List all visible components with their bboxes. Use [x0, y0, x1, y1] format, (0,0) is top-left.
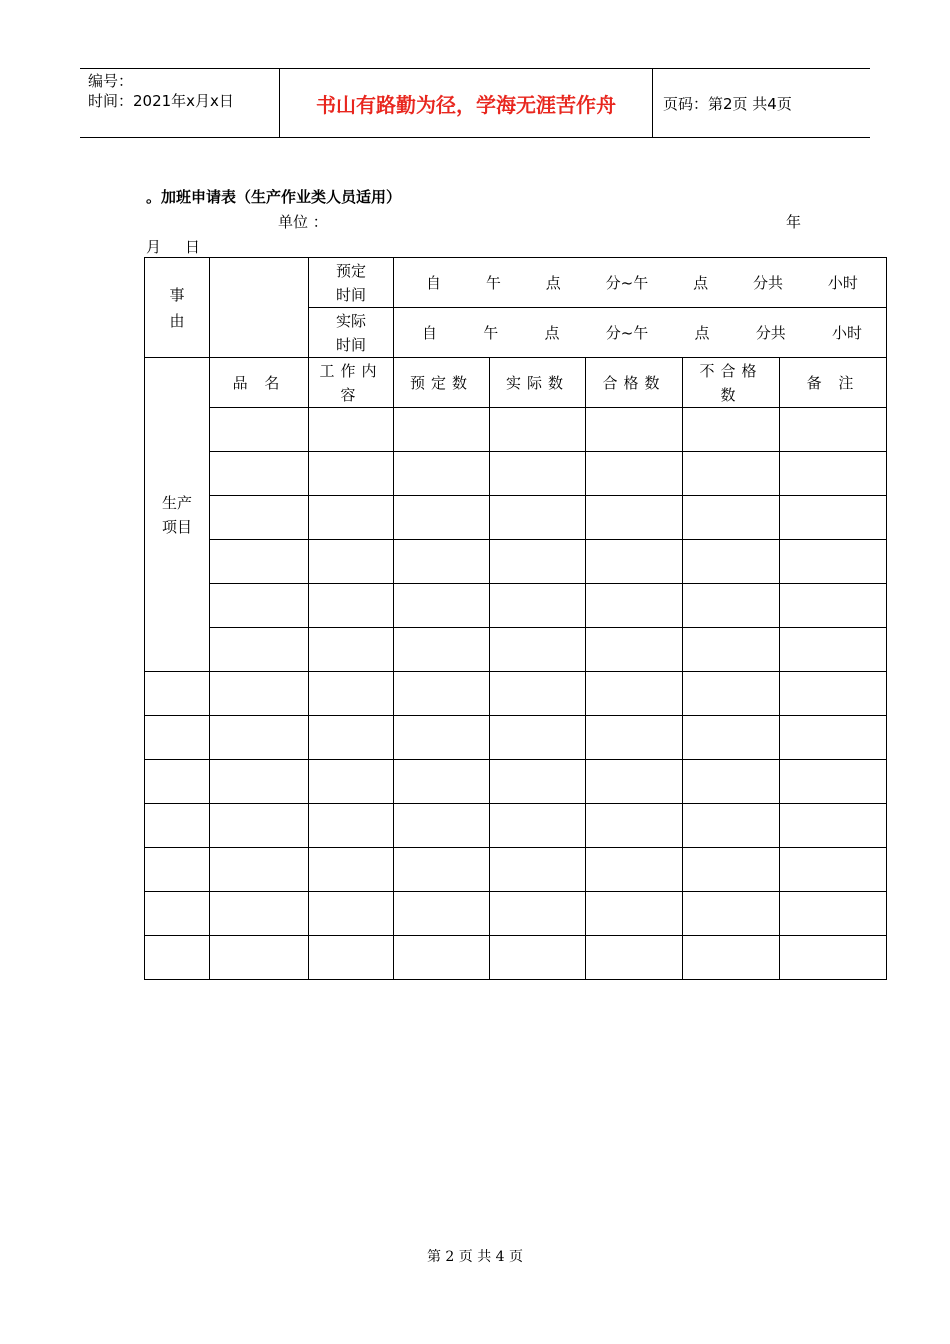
table-cell[interactable] [586, 584, 683, 628]
month-day-line [146, 236, 224, 257]
column-header-row [145, 358, 887, 408]
table-cell[interactable] [309, 496, 394, 540]
table-cell[interactable] [490, 892, 586, 936]
table-cell[interactable] [210, 716, 309, 760]
table-cell[interactable] [586, 804, 683, 848]
table-cell[interactable] [210, 540, 309, 584]
table-cell[interactable] [394, 848, 490, 892]
table-row [145, 936, 887, 980]
table-row [145, 848, 887, 892]
table-cell[interactable] [210, 496, 309, 540]
table-cell[interactable] [145, 936, 210, 980]
table-cell[interactable] [780, 760, 887, 804]
table-row [145, 452, 887, 496]
table-cell[interactable] [145, 804, 210, 848]
table-cell[interactable] [394, 672, 490, 716]
form-title: 。加班申请表（生产作业类人员适用） [146, 188, 402, 206]
table-cell[interactable] [394, 716, 490, 760]
table-cell[interactable] [309, 936, 394, 980]
table-cell[interactable] [309, 628, 394, 672]
document-header [80, 68, 870, 138]
table-cell[interactable] [210, 936, 309, 980]
table-cell[interactable] [683, 892, 780, 936]
table-cell[interactable] [683, 760, 780, 804]
production-label: 生产项目 [145, 358, 210, 672]
table-cell[interactable] [210, 452, 309, 496]
col-work-content: 工作内容 [309, 358, 394, 408]
planned-time-cell[interactable] [394, 258, 887, 308]
table-cell[interactable] [490, 760, 586, 804]
header-page-label: 页码：第2页 共4页 [663, 94, 792, 113]
table-cell[interactable] [683, 496, 780, 540]
col-qualified-qty: 合格数 [586, 358, 683, 408]
year-label: 年 [786, 213, 802, 231]
table-cell[interactable] [490, 540, 586, 584]
table-cell[interactable] [490, 408, 586, 452]
table-cell[interactable] [210, 760, 309, 804]
table-row [145, 496, 887, 540]
table-cell[interactable] [683, 672, 780, 716]
table-cell[interactable] [309, 672, 394, 716]
header-slogan: 书山有路勤为径，学海无涯苦作舟 [280, 69, 653, 137]
table-cell[interactable] [394, 892, 490, 936]
overtime-form-table [144, 257, 887, 980]
actual-time-cell[interactable] [394, 308, 887, 358]
table-cell[interactable] [586, 452, 683, 496]
col-actual-qty: 实际数 [490, 358, 586, 408]
table-cell[interactable] [683, 628, 780, 672]
planned-time-label: 预定时间 [309, 258, 394, 308]
table-cell[interactable] [210, 848, 309, 892]
table-row [145, 804, 887, 848]
col-planned-qty: 预定数 [394, 358, 490, 408]
table-cell[interactable] [210, 804, 309, 848]
table-cell[interactable] [780, 452, 887, 496]
header-meta [80, 69, 280, 137]
table-cell[interactable] [394, 936, 490, 980]
table-cell[interactable] [586, 540, 683, 584]
table-cell[interactable] [145, 672, 210, 716]
table-cell[interactable] [780, 848, 887, 892]
table-cell[interactable] [394, 584, 490, 628]
table-cell[interactable] [309, 408, 394, 452]
table-cell[interactable] [394, 540, 490, 584]
table-cell[interactable] [490, 936, 586, 980]
table-cell[interactable] [780, 584, 887, 628]
table-cell[interactable] [309, 892, 394, 936]
table-cell[interactable] [394, 804, 490, 848]
table-row [145, 628, 887, 672]
reason-label: 事由 [145, 258, 210, 358]
table-cell[interactable] [309, 452, 394, 496]
table-cell[interactable] [780, 628, 887, 672]
reason-input-cell[interactable] [210, 258, 309, 358]
actual-time-label: 实际时间 [309, 308, 394, 358]
table-cell[interactable] [683, 936, 780, 980]
table-cell[interactable] [780, 408, 887, 452]
table-cell[interactable] [394, 408, 490, 452]
table-cell[interactable] [490, 672, 586, 716]
table-cell[interactable] [586, 892, 683, 936]
table-cell[interactable] [780, 892, 887, 936]
table-cell[interactable] [309, 848, 394, 892]
number-label: 编号： [88, 72, 134, 90]
actual-time-parts: 自 午 点 分~午 点 分共 小时 [422, 323, 862, 342]
planned-time-row [145, 258, 887, 308]
table-cell[interactable] [586, 496, 683, 540]
table-row [145, 672, 887, 716]
table-cell[interactable] [683, 584, 780, 628]
table-cell[interactable] [683, 408, 780, 452]
table-cell[interactable] [394, 760, 490, 804]
table-cell[interactable] [490, 496, 586, 540]
table-cell[interactable] [490, 452, 586, 496]
table-cell[interactable] [780, 540, 887, 584]
table-cell[interactable] [490, 804, 586, 848]
table-cell[interactable] [210, 892, 309, 936]
page-footer: 第 2 页 共 4 页 [426, 1249, 524, 1265]
col-product-name: 品 名 [210, 358, 309, 408]
table-cell[interactable] [394, 452, 490, 496]
table-cell[interactable] [309, 804, 394, 848]
table-cell[interactable] [683, 804, 780, 848]
table-cell[interactable] [683, 540, 780, 584]
table-row [145, 760, 887, 804]
table-row [145, 716, 887, 760]
time-label: 时间：2021年x月x日 [88, 92, 234, 110]
table-cell[interactable] [394, 628, 490, 672]
table-row [145, 584, 887, 628]
table-cell[interactable] [309, 760, 394, 804]
table-cell[interactable] [309, 540, 394, 584]
table-cell[interactable] [586, 408, 683, 452]
table-cell[interactable] [145, 892, 210, 936]
table-cell[interactable] [586, 760, 683, 804]
table-cell[interactable] [780, 716, 887, 760]
table-cell[interactable] [490, 716, 586, 760]
col-unqualified-qty: 不合格数 [683, 358, 780, 408]
table-cell[interactable] [586, 936, 683, 980]
table-cell[interactable] [780, 936, 887, 980]
table-cell[interactable] [586, 848, 683, 892]
table-cell[interactable] [490, 584, 586, 628]
table-cell[interactable] [683, 716, 780, 760]
table-cell[interactable] [309, 716, 394, 760]
table-cell[interactable] [490, 848, 586, 892]
table-cell[interactable] [586, 672, 683, 716]
table-cell[interactable] [780, 672, 887, 716]
table-cell[interactable] [780, 496, 887, 540]
col-remarks: 备 注 [780, 358, 887, 408]
day-label: 日 [185, 238, 201, 256]
planned-time-parts: 自 午 点 分~午 点 分共 小时 [426, 273, 858, 292]
table-row [145, 408, 887, 452]
month-label: 月 [146, 238, 162, 256]
table-cell[interactable] [145, 716, 210, 760]
table-cell[interactable] [210, 584, 309, 628]
table-cell[interactable] [586, 628, 683, 672]
table-row [145, 892, 887, 936]
table-row [145, 540, 887, 584]
unit-label: 单位 ： [278, 213, 328, 231]
table-cell[interactable] [145, 848, 210, 892]
table-cell[interactable] [309, 584, 394, 628]
table-cell[interactable] [210, 628, 309, 672]
table-cell[interactable] [145, 760, 210, 804]
table-cell[interactable] [683, 452, 780, 496]
table-cell[interactable] [586, 716, 683, 760]
table-cell[interactable] [394, 496, 490, 540]
table-cell[interactable] [210, 672, 309, 716]
table-cell[interactable] [780, 804, 887, 848]
table-cell[interactable] [210, 408, 309, 452]
table-cell[interactable] [683, 848, 780, 892]
table-cell[interactable] [490, 628, 586, 672]
